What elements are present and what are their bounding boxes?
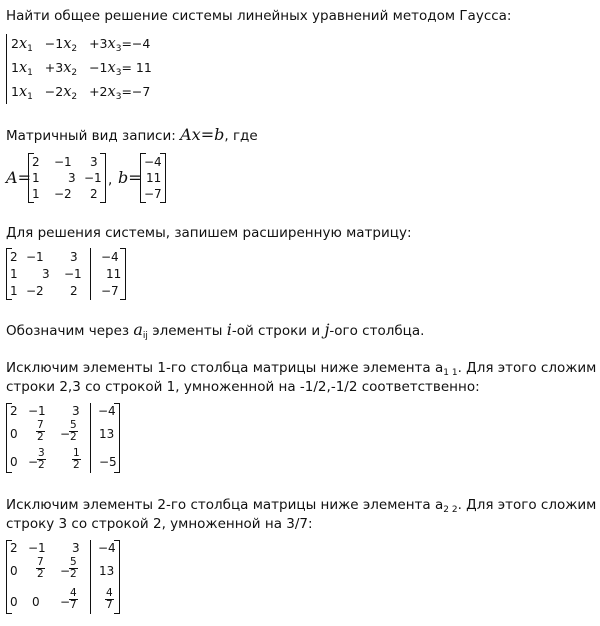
vector-b: −4 11 −7	[140, 153, 166, 203]
equation-row-2: $1x_1$ $+3x_2$ $-1x_3= 11$	[11, 60, 152, 78]
fraction: $\frac{1}{2}$	[73, 447, 80, 471]
fraction: $\frac{4}{7}$	[106, 587, 113, 611]
fraction: $\frac{7}{2}$	[37, 556, 44, 580]
equation-row-3: $1x_1$ $-2x_2$ $+2x_3=-7$	[11, 84, 151, 102]
a-label: A=	[6, 168, 31, 187]
step2-line2: строку 3 со строкой 2, умноженной на 3/7:	[6, 516, 313, 532]
extended-matrix-2: 2 −1 3 −4 0 $\frac{7}{2}$ − $\frac{5}{2}$ 13 0 − $\frac{3}{2}$ $\frac{1}{2}$ −5	[6, 403, 120, 473]
step1-line1: Исключим элементы 1-го столбца матрицы ниже элемента $a_{1 1}$. Для этого сложим	[6, 360, 597, 378]
extended-matrix-text: Для решения системы, запишем расширенную матрицу:	[6, 225, 412, 241]
b-label: b=	[118, 168, 142, 187]
fraction: $\frac{5}{2}$	[70, 419, 77, 443]
fraction: $\frac{4}{7}$	[70, 587, 77, 611]
step1-line2: строки 2,3 со строкой 1, умноженной на -1/2,-1/2 соответственно:	[6, 379, 480, 395]
step2-line1: Исключим элементы 2-го столбца матрицы ниже элемента $a_{2 2}$. Для этого сложим	[6, 497, 597, 515]
extended-matrix-3: 2 −1 3 −4 0 $\frac{7}{2}$ − $\frac{5}{2}$ 13 0 0 − $\frac{4}{7}$ $\frac{4}{7}$	[6, 540, 120, 614]
intro-text: Найти общее решение системы линейных уравнений методом Гаусса:	[6, 8, 512, 24]
equation-row-1: $2x_1$ $-1x_2$ $+3x_3=-4$	[11, 36, 151, 54]
matrix-form-text: Матричный вид записи: Ax=b, где	[6, 125, 258, 144]
matrix-a: 2 −1 3 1 3 −1 1 −2 2	[28, 153, 106, 203]
notation-text: Обозначим через $a_{ij}$ элементы i-ой строки и j-ого столбца.	[6, 320, 425, 341]
equation-system	[6, 34, 167, 104]
comma: ,	[108, 172, 113, 188]
fraction: $\frac{5}{2}$	[70, 556, 77, 580]
fraction: $\frac{3}{2}$	[38, 447, 45, 471]
fraction: $\frac{7}{2}$	[37, 419, 44, 443]
extended-matrix-1: 2 −1 3 −4 1 3 −1 11 1 −2 2 −7	[6, 248, 126, 300]
